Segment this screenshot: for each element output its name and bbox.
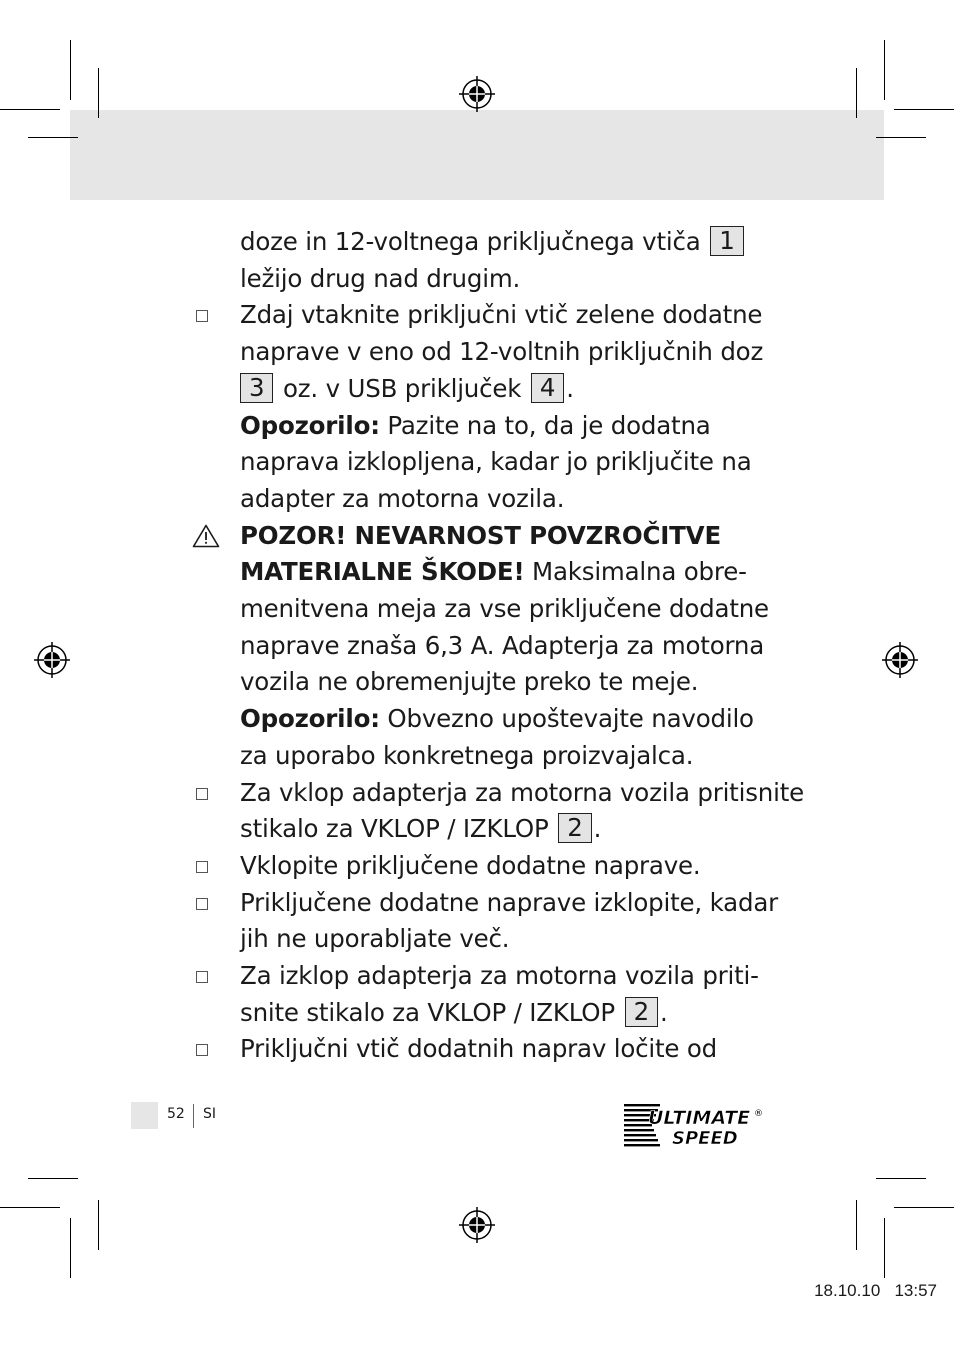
crop-mark [894,1207,954,1208]
crop-mark [70,40,71,100]
crop-mark [856,1200,857,1250]
warning-block: POZOR! NEVARNOST POVZROČITVE MATERIALNE ŠKODE! Maksimalna obre- menitvena meja za vse priključene dodatne naprave znaša 6,3 A. Adapterja za motorna vozila ne obremenjujte preko te meje. Opozorilo: Obvezno upoštevajte navodilo za uporabo konkretnega proizvajalca. [190,518,770,775]
crop-mark [98,68,99,118]
crop-mark [894,109,954,110]
crop-mark [884,1218,885,1278]
checkbox-bullet-icon [196,898,208,910]
checkbox-bullet-icon [196,971,208,983]
warning-title: POZOR! NEVARNOST POVZROČITVE [240,520,721,550]
instruction-text [190,224,804,1068]
checkbox-bullet-icon [196,788,208,800]
ultimate-speed-logo [622,1102,764,1148]
crop-mark [98,1200,99,1250]
note-label: Opozorilo: [240,410,380,440]
list-item: Priključene dodatne naprave izklopite, kadar jih ne uporabljate več. [190,885,770,958]
list-item: Za izklop adapterja za motorna vozila priti- snite stikalo za VKLOP / IZKLOP 2 . [190,958,770,1031]
crop-mark [28,137,78,138]
paragraph-continuation: doze in 12-voltnega priključnega vtiča 1 ležijo drug nad drugim. [190,224,770,297]
checkbox-bullet-icon [196,310,208,322]
footer-divider [193,1104,194,1128]
crop-mark [0,1207,60,1208]
language-code: SI [203,1106,217,1122]
footer-tab [131,1102,158,1129]
logo-bottom-text: SPEED [672,1128,738,1148]
print-timestamp: 18.10.10 13:57 [814,1281,937,1300]
registered-mark: ® [754,1109,763,1119]
reference-box: 3 [240,373,273,403]
checkbox-bullet-icon [196,1044,208,1056]
crop-mark [876,137,926,138]
page-number: 52 [167,1106,185,1122]
crop-mark [28,1178,78,1179]
registration-mark-icon [882,642,918,678]
list-item: Zdaj vtaknite priključni vtič zelene dodatne naprave v eno od 12-voltnih priključnih doz 3 oz. v USB priključek 4 . Opozorilo: Pazite na to, da je dodatna naprava izklopljena, kadar jo priključite na adapter za motorna vozila. [190,297,770,517]
reference-box: 1 [710,226,743,256]
crop-mark [876,1178,926,1179]
registration-mark-icon [459,1207,495,1243]
list-item: Priključni vtič dodatnih naprav ločite od [190,1031,770,1068]
reference-box: 2 [558,813,591,843]
note-label: Opozorilo: [240,704,380,734]
crop-mark [70,1218,71,1278]
crop-mark [856,68,857,118]
checkbox-bullet-icon [196,861,208,873]
crop-mark [884,40,885,100]
registration-mark-icon [34,642,70,678]
reference-box: 2 [625,997,658,1027]
list-item: Za vklop adapterja za motorna vozila pritisnite stikalo za VKLOP / IZKLOP 2 . [190,775,770,848]
reference-box: 4 [531,373,564,403]
logo-top-text: ULTIMATE [648,1107,751,1129]
list-item: Vklopite priključene dodatne naprave. [190,848,770,885]
header-band [70,110,884,200]
registration-mark-icon [459,76,495,112]
warning-triangle-icon [192,524,220,548]
crop-mark [0,109,60,110]
